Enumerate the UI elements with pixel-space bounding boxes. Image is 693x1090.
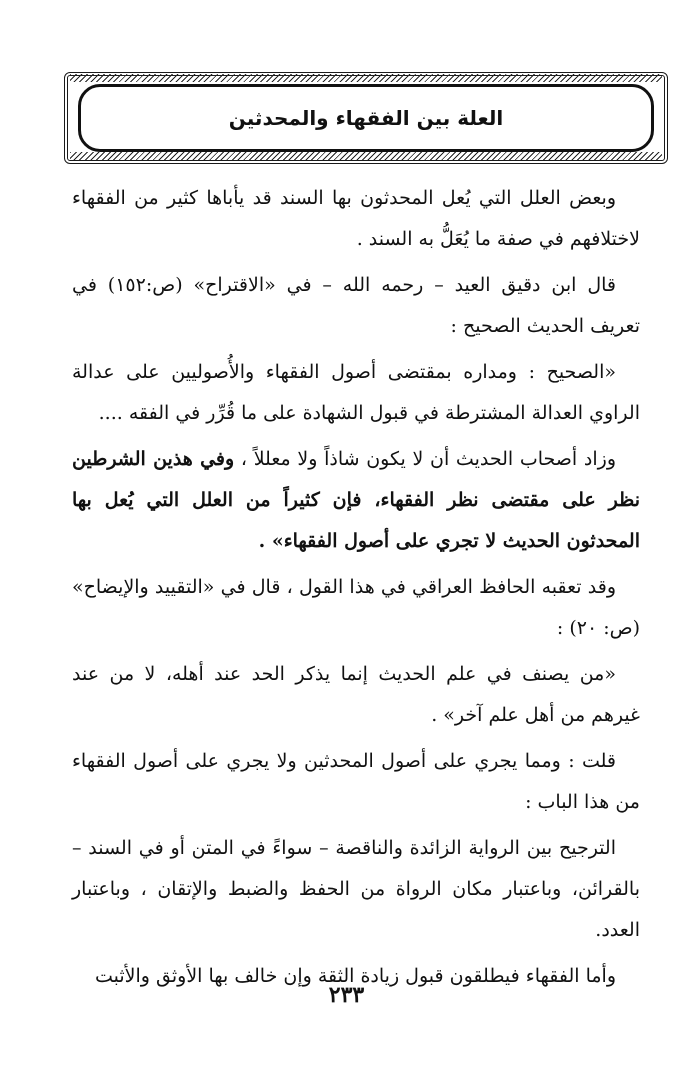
page-title: العلة بين الفقهاء والمحدثين [228,106,504,130]
header-title-box [78,84,654,152]
page-number: ٢٣٣ [328,982,365,1008]
paragraph-1: وبعض العلل التي يُعل المحدثون بها السند قد يأباها كثير من الفقهاء لاختلافهم في صفة ما يُعَلُّ به السند . [72,187,640,250]
header-frame-ornament-top [70,74,662,82]
header-frame-ornament-bottom [70,152,662,160]
paragraph-4-bold: وفي هذين الشرطين نظر على مقتضى نظر الفقهاء، فإن كثيراً من العلل التي يُعل بها المحدثون الحديث لا تجري على أصول الفقهاء» . [72,448,640,552]
paragraph-3-quote: «الصحيح : ومداره بمقتضى أصول الفقهاء والأُصوليين على عدالة الراوي العدالة المشترطة في قبول الشهادة على ما قُرِّر في الفقه .... [72,361,640,424]
paragraph-4 [72,439,640,562]
paragraph-8: الترجيح بين الرواية الزائدة والناقصة – سواءً في المتن أو في السند – بالقرائن، وباعتبار مكان الرواة من الحفظ والضبط والإتقان ، وباعتبار العدد. [72,837,640,941]
paragraph-2: قال ابن دقيق العيد – رحمه الله – في «الاقتراح» (ص:١٥٢) في تعريف الحديث الصحيح : [72,274,640,337]
paragraph-7: قلت : ومما يجري على أصول المحدثين ولا يجري على أصول الفقهاء من هذا الباب : [72,750,640,813]
body-text [72,178,640,1002]
paragraph-4-regular: وزاد أصحاب الحديث أن لا يكون شاذاً ولا معللاً ، [234,448,616,470]
paragraph-5: وقد تعقبه الحافظ العراقي في هذا القول ، قال في «التقييد والإيضاح» (ص: ٢٠) : [72,576,640,639]
paragraph-6-quote: «من يصنف في علم الحديث إنما يذكر الحد عند أهله، لا من عند غيرهم من أهل علم آخر» . [72,663,640,726]
paragraph-9: وأما الفقهاء فيطلقون قبول زيادة الثقة وإن خالف بها الأوثق والأثبت [95,965,616,987]
